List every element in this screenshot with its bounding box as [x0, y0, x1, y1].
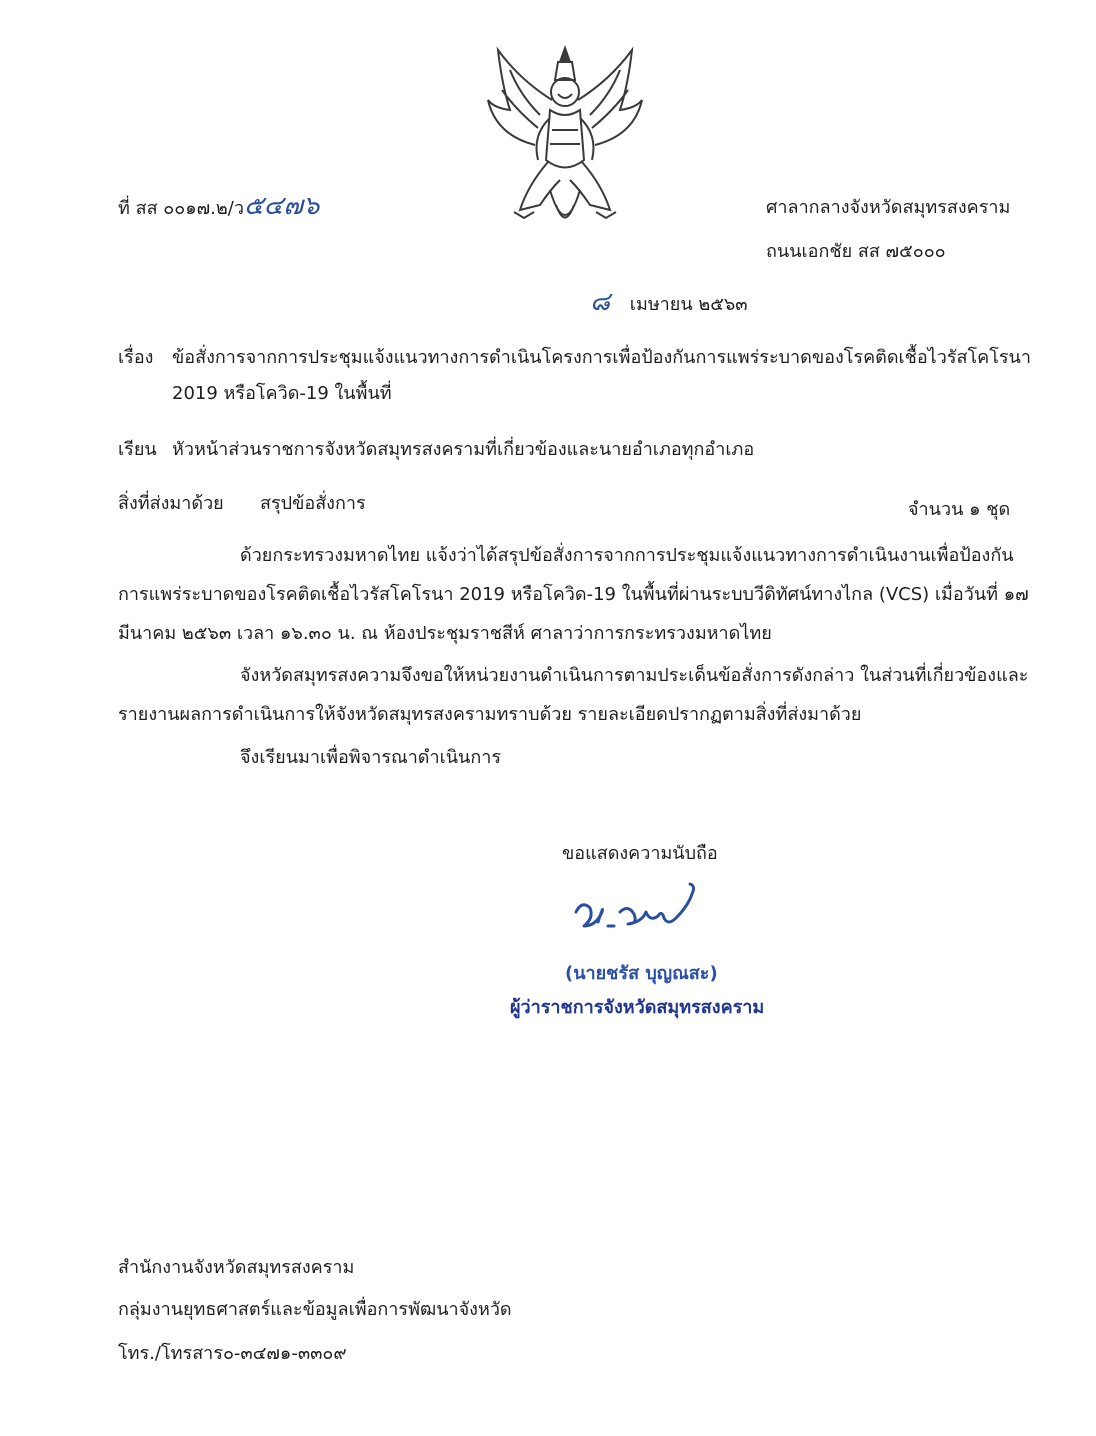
- office-name: ศาลากลางจังหวัดสมุทรสงคราม: [766, 197, 1011, 218]
- subject-text: ข้อสั่งการจากการประชุมแจ้งแนวทางการดำเนินโครงการเพื่อป้องกันการแพร่ระบาดของโรคติดเชื้อไวรัสโคโรนา 2019 หรือโควิด-19 ในพื้นที่: [172, 347, 1031, 404]
- reference-line: [118, 188, 319, 227]
- closing-salutation: ขอแสดงความนับถือ: [562, 843, 718, 864]
- footer-division: กลุ่มงานยุทธศาสตร์และข้อมูลเพื่อการพัฒนาจังหวัด: [118, 1299, 512, 1320]
- addressee-label: เรียน: [118, 439, 157, 460]
- signer-name: (นายชรัส บุญณสะ): [565, 963, 718, 984]
- body-paragraph-2: จังหวัดสมุทรสงความจึงขอให้หน่วยงานดำเนินการตามประเด็นข้อสั่งการดังกล่าว ในส่วนที่เกี่ยวข้องและรายงานผลการดำเนินการให้จังหวัดสมุทรสงครามทราบด้วย รายละเอียดปรากฏตามสิ่งที่ส่งมาด้วย: [118, 665, 1029, 725]
- reference-prefix: ที่ สส ๐๐๑๗.๒/ว: [118, 198, 244, 219]
- addressee-text: หัวหน้าส่วนราชการจังหวัดสมุทรสงครามที่เกี่ยวข้องและนายอำเภอทุกอำเภอ: [172, 439, 755, 460]
- garuda-emblem-icon: [480, 40, 650, 245]
- enclosure-label: สิ่งที่ส่งมาด้วย: [118, 493, 224, 514]
- body-paragraph-3: จึงเรียนมาเพื่อพิจารณาดำเนินการ: [240, 747, 502, 768]
- footer-department: สำนักงานจังหวัดสมุทรสงคราม: [118, 1257, 355, 1278]
- handwritten-signature-icon: [568, 882, 718, 944]
- enclosure-quantity: จำนวน ๑ ชุด: [908, 499, 1011, 520]
- footer-phone: โทร./โทรสาร๐-๓๔๗๑-๓๓๐๙: [118, 1343, 347, 1364]
- handwritten-day: ๘: [590, 287, 611, 317]
- enclosure-text: สรุปข้อสั่งการ: [260, 493, 366, 514]
- document-date: [590, 284, 748, 323]
- office-address: ถนนเอกชัย สส ๗๕๐๐๐: [766, 241, 946, 262]
- subject-label: เรื่อง: [118, 347, 154, 368]
- signer-title: ผู้ว่าราชการจังหวัดสมุทรสงคราม: [510, 997, 765, 1018]
- date-month-year: เมษายน ๒๕๖๓: [629, 294, 748, 315]
- handwritten-reference-number: ๕๔๗๖: [243, 191, 320, 221]
- body-paragraph-1: ด้วยกระทรวงมหาดไทย แจ้งว่าได้สรุปข้อสั่งการจากการประชุมแจ้งแนวทางการดำเนินงานเพื่อป้องกันการแพร่ระบาดของโรคติดเชื้อไวรัสโคโรนา 2019 หรือโควิด-19 ในพื้นที่ผ่านระบบวีดิทัศน์ทางไกล (VCS) เมื่อวันที่ ๑๗ มีนาคม ๒๕๖๓ เวลา ๑๖.๓๐ น. ณ ห้องประชุมราชสีห์ ศาลาว่าการกระทรวงมหาดไทย: [118, 545, 1029, 644]
